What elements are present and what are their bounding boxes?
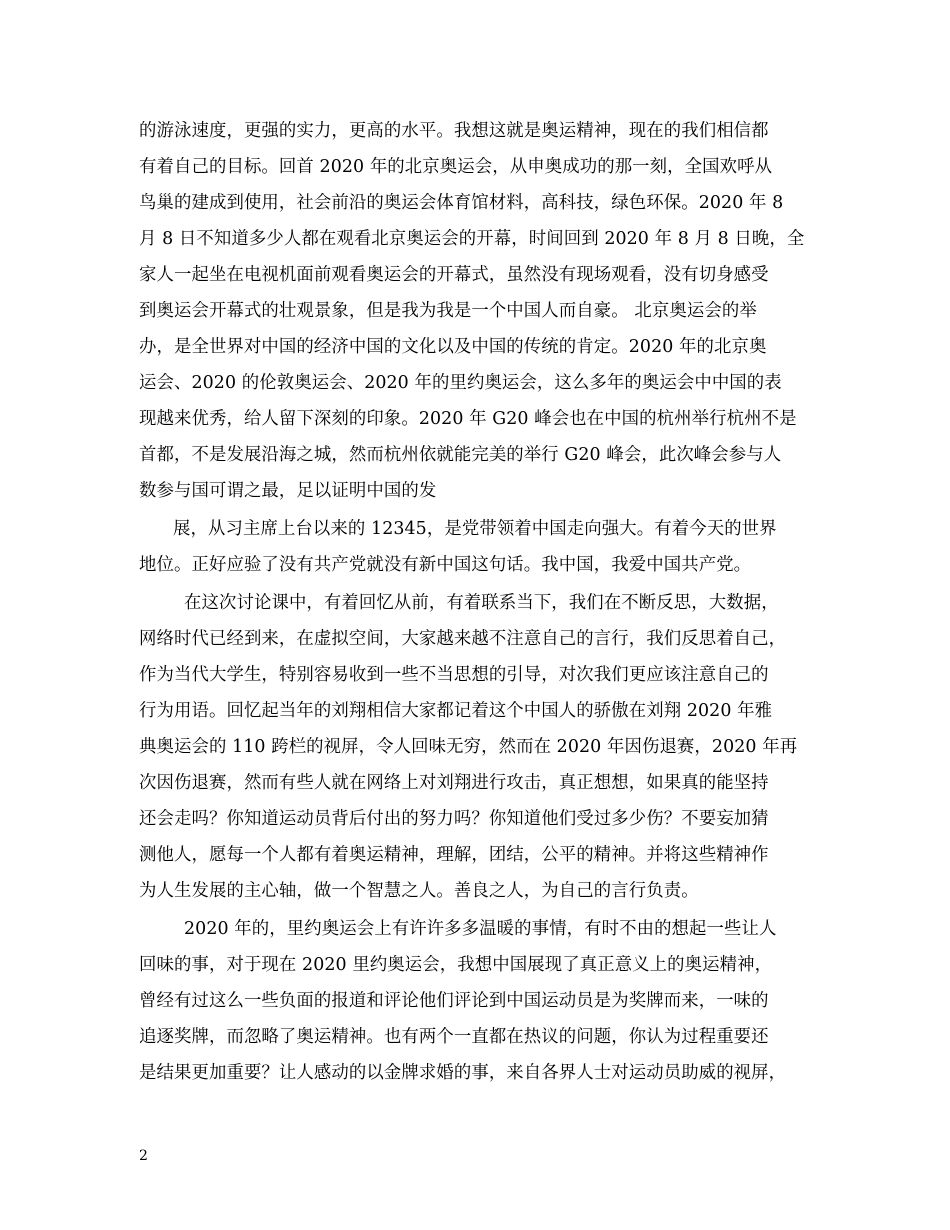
- text-line: 典奥运会的 110 跨栏的视屏，令人回味无穷，然而在 2020 年因伤退赛，2020 年再: [139, 737, 798, 757]
- text-line: 鸟巢的建成到使用，社会前沿的奥运会体育馆材料，高科技，绿色环保。2020 年 8: [139, 193, 784, 213]
- text-line: 家人一起坐在电视机面前观看奥运会的开幕式，虽然没有现场观看，没有切身感受: [139, 265, 769, 285]
- paragraph-first-line: 2020 年的，里约奥运会上有许许多多温暖的事情，有时不由的想起一些让人: [184, 919, 777, 939]
- text-line: 还会走吗？你知道运动员背后付出的努力吗？你知道他们受过多少伤？不要妄加猜: [139, 809, 769, 829]
- text-line: 是结果更加重要？让人感动的以金牌求婚的事，来自各界人士对运动员助威的视屏，: [139, 1063, 787, 1083]
- text-line: 的游泳速度，更强的实力，更高的水平。我想这就是奥运精神，现在的我们相信都: [139, 121, 769, 141]
- text-line: 曾经有过这么一些负面的报道和评论他们评论到中国运动员是为奖牌而来，一味的: [139, 991, 769, 1011]
- text-line: 作为当代大学生，特别容易收到一些不当思想的引导，对次我们更应该注意自己的: [139, 665, 769, 685]
- text-line: 现越来优秀，给人留下深刻的印象。2020 年 G20 峰会也在中国的杭州举行杭州不是: [139, 409, 797, 429]
- text-line: 办，是全世界对中国的经济中国的文化以及中国的传统的肯定。2020 年的北京奥: [139, 337, 767, 357]
- page-number: 2: [139, 1148, 148, 1164]
- text-line: 数参与国可谓之最，足以证明中国的发: [139, 481, 437, 501]
- text-line: 月 8 日不知道多少人都在观看北京奥运会的开幕，时间回到 2020 年 8 月 8 日晚，全: [139, 229, 805, 249]
- text-line: 有着自己的目标。回首 2020 年的北京奥运会，从申奥成功的那一刻，全国欢呼从: [139, 157, 773, 177]
- text-line: 展，从习主席上台以来的 12345，是党带领着中国走向强大。有着今天的世界: [173, 519, 777, 539]
- text-line: 网络时代已经到来，在虚拟空间，大家越来越不注意自己的言行，我们反思着自己，: [139, 629, 787, 649]
- text-line: 首都，不是发展沿海之城，然而杭州依就能完美的举行 G20 峰会，此次峰会参与人: [139, 445, 782, 465]
- text-line: 运会、2020 的伦敦奥运会、2020 年的里约奥运会，这么多年的奥运会中中国的表: [139, 373, 782, 393]
- text-line: 测他人，愿每一个人都有着奥运精神，理解，团结，公平的精神。并将这些精神作: [139, 845, 769, 865]
- paragraph-first-line: 在这次讨论课中，有着回忆从前，有着联系当下，我们在不断反思，大数据，: [184, 593, 779, 613]
- text-line: 行为用语。回忆起当年的刘翔相信大家都记着这个中国人的骄傲在刘翔 2020 年雅: [139, 701, 773, 721]
- text-line: 追逐奖牌，而忽略了奥运精神。也有两个一直都在热议的问题，你认为过程重要还: [139, 1027, 769, 1047]
- text-line: 回味的事，对于现在 2020 里约奥运会，我想中国展现了真正意义上的奥运精神，: [139, 955, 773, 975]
- text-line: 地位。正好应验了没有共产党就没有新中国这句话。我中国，我爱中国共产党。: [139, 555, 752, 575]
- text-line: 为人生发展的主心轴，做一个智慧之人。善良之人，为自己的言行负责。: [139, 881, 699, 901]
- text-line: 到奥运会开幕式的壮观景象，但是我为我是一个中国人而自豪。 北京奥运会的举: [139, 301, 757, 321]
- text-line: 次因伤退赛，然而有些人就在网络上对刘翔进行攻击，真正想想，如果真的能坚持: [139, 773, 769, 793]
